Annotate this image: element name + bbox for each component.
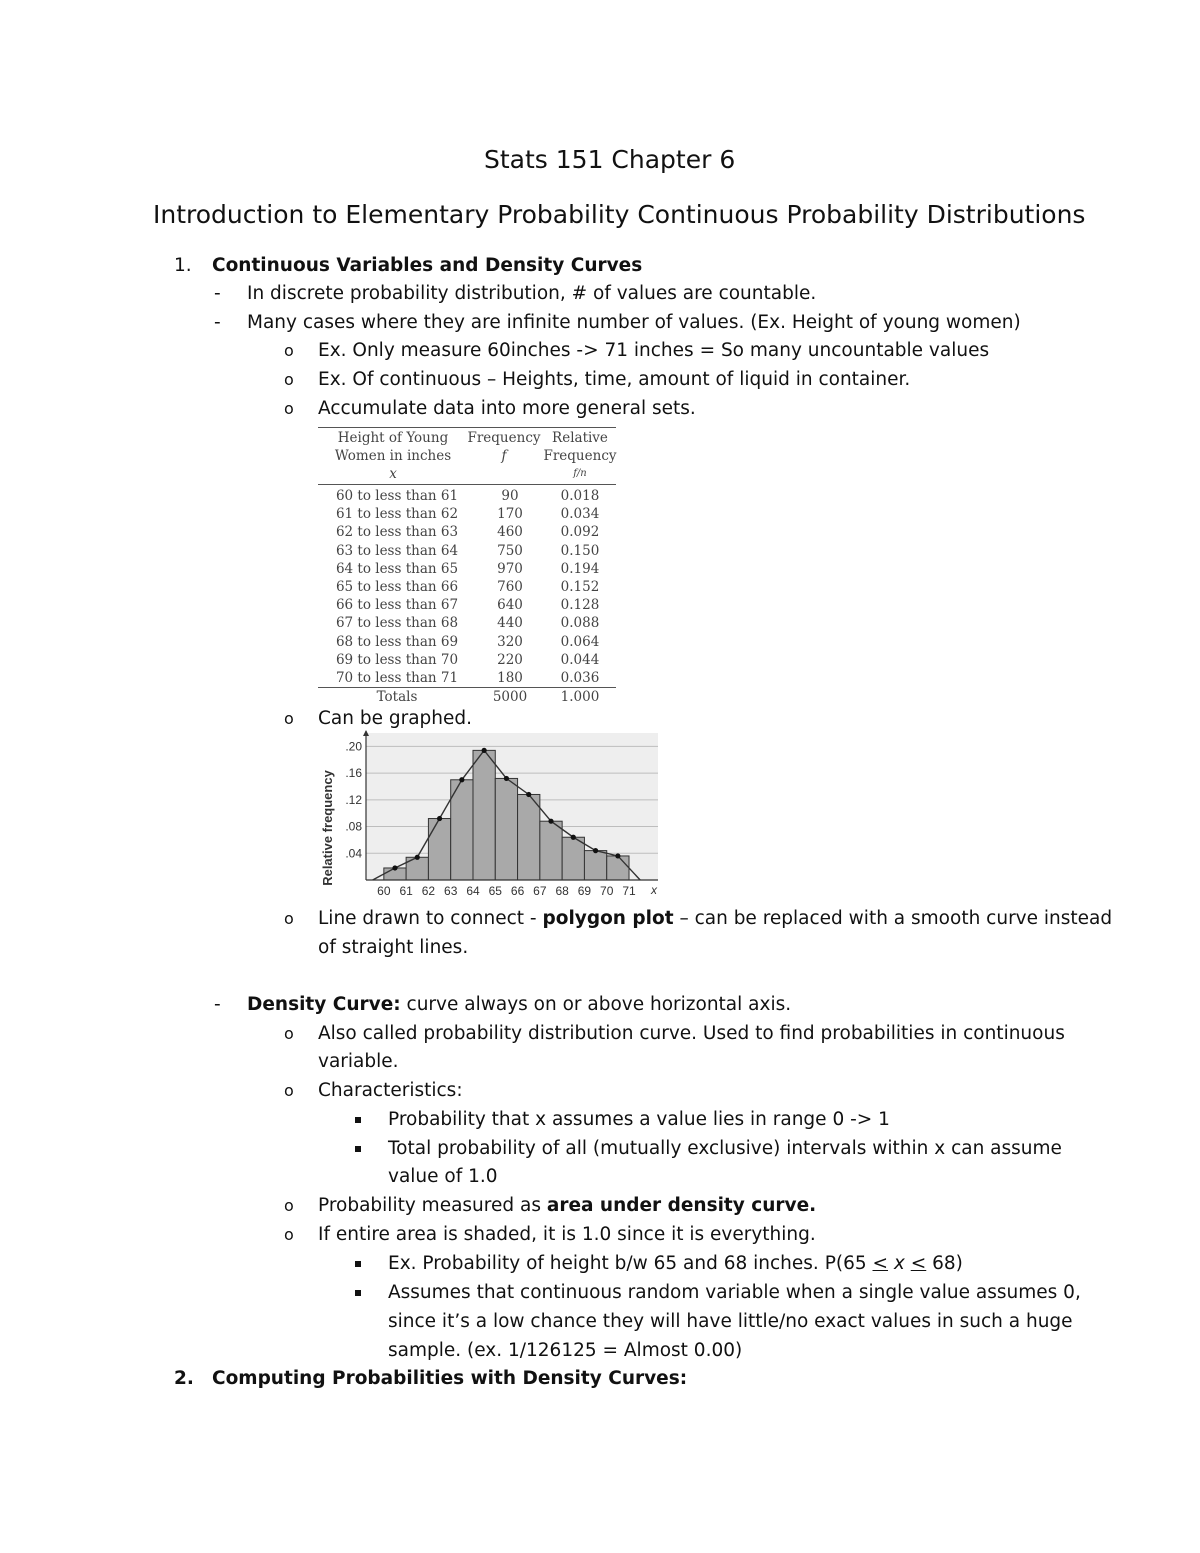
table-row <box>318 614 616 632</box>
section-2-heading: Computing Probabilities with Density Curves: <box>212 1368 688 1389</box>
circle-bullet: o <box>284 709 294 728</box>
circle-bullet: o <box>284 1024 294 1043</box>
circle-bullet: o <box>284 909 294 928</box>
height-range-cell: 67 to less than 68 <box>335 615 459 632</box>
table-row <box>318 669 616 687</box>
frequency-cell: 970 <box>497 560 523 577</box>
frequency-cell: 750 <box>497 542 523 559</box>
relative-frequency-cell: 0.088 <box>560 615 600 632</box>
circle-bullet: o <box>284 1225 294 1244</box>
frequency-cell: 460 <box>497 524 523 541</box>
x-tick-label: 64 <box>466 884 480 898</box>
relative-frequency-cell: 0.152 <box>560 578 600 595</box>
polygon-point <box>526 792 531 797</box>
relative-frequency-cell: 0.044 <box>560 651 600 668</box>
height-range-cell: 68 to less than 69 <box>335 633 459 650</box>
dash-item-infinite: Many cases where they are infinite number of values. (Ex. Height of young women) <box>247 312 1021 333</box>
sub-item-continuous-examples: Ex. Of continuous – Heights, time, amount of liquid in container. <box>318 369 911 390</box>
frequency-cell: 170 <box>497 506 523 523</box>
frequency-cell: 220 <box>497 651 523 668</box>
polygon-point <box>392 865 397 870</box>
circle-bullet: o <box>284 1081 294 1100</box>
histogram-bar <box>540 821 562 880</box>
circle-bullet: o <box>284 399 294 418</box>
height-range-cell: 61 to less than 62 <box>335 506 459 523</box>
relative-frequency-cell: 0.034 <box>560 506 600 523</box>
polygon-point <box>437 816 442 821</box>
y-tick-label: .12 <box>345 792 362 807</box>
x-tick-label: 62 <box>421 884 436 898</box>
histogram-chart <box>316 728 676 900</box>
x-tick-label: 67 <box>533 884 547 898</box>
section-2-number: 2. <box>174 1368 194 1389</box>
x-tick-label: 66 <box>510 884 525 898</box>
section-1-heading: Continuous Variables and Density Curves <box>212 255 643 276</box>
y-axis-label: Relative frequency <box>320 770 335 886</box>
dash-bullet: - <box>214 283 221 304</box>
height-range-cell: 60 to less than 61 <box>335 488 459 504</box>
sub-sub-item-single-value-cont: since it’s a low chance they will have little/no exact values in such a huge <box>388 1311 1073 1332</box>
frequency-cell: 760 <box>497 578 523 595</box>
x-axis-label: x <box>651 883 657 897</box>
frequency-cell: 180 <box>497 669 523 686</box>
column-header-height: Height of Young Women in inches x <box>334 430 452 482</box>
relative-frequency-cell: 0.128 <box>560 597 600 614</box>
sub-item-measure: Ex. Only measure 60inches -> 71 inches = So many uncountable values <box>318 340 990 361</box>
circle-bullet: o <box>284 370 294 389</box>
polygon-point <box>593 848 598 853</box>
dash-item-density-curve: Density Curve: curve always on or above horizontal axis. <box>247 994 792 1015</box>
y-tick-label: .20 <box>345 739 362 754</box>
sub-sub-item-total-probability: Total probability of all (mutually exclusive) intervals within x can assume <box>388 1138 1062 1159</box>
sub-item-area: Probability measured as area under density curve. <box>318 1195 817 1216</box>
x-tick-label: 69 <box>577 884 592 898</box>
histogram-bar <box>607 856 629 880</box>
x-tick-label: 71 <box>622 884 636 898</box>
totals-frequency: 5000 <box>492 689 528 706</box>
dash-item-discrete: In discrete probability distribution, # of values are countable. <box>247 283 817 304</box>
sub-sub-item-single-value-cont2: sample. (ex. 1/126125 = Almost 0.00) <box>388 1340 743 1361</box>
page-title: Stats 151 Chapter 6 <box>484 145 736 174</box>
sub-item-also-called: Also called probability distribution curve. Used to find probabilities in continuous <box>318 1023 1065 1044</box>
histogram-bar <box>584 851 606 880</box>
square-bullet <box>355 1146 361 1152</box>
height-range-cell: 70 to less than 71 <box>335 669 459 686</box>
histogram-bar <box>428 819 450 880</box>
y-tick-label: .16 <box>345 766 362 781</box>
x-tick-label: 70 <box>600 884 614 898</box>
x-tick-label: 60 <box>377 884 391 898</box>
polygon-point <box>415 855 420 860</box>
sub-sub-item-range: Probability that x assumes a value lies in range 0 -> 1 <box>388 1109 890 1130</box>
table-row <box>318 523 616 541</box>
table-body <box>318 485 616 688</box>
circle-bullet: o <box>284 341 294 360</box>
dash-bullet: - <box>214 312 221 333</box>
sub-item-graphed: Can be graphed. <box>318 708 473 729</box>
page-subtitle: Introduction to Elementary Probability Continuous Probability Distributions <box>153 200 1086 229</box>
table-row <box>318 505 616 523</box>
polygon-point <box>615 853 620 858</box>
table-totals-row <box>318 688 616 706</box>
sub-item-polygon: Line drawn to connect - polygon plot – can be replaced with a smooth curve instead <box>318 908 1113 929</box>
height-range-cell: 63 to less than 64 <box>335 542 459 559</box>
sub-item-characteristics: Characteristics: <box>318 1080 463 1101</box>
table-row <box>318 487 616 505</box>
table-row <box>318 651 616 669</box>
x-tick-label: 65 <box>488 884 502 898</box>
frequency-table <box>318 427 616 706</box>
x-tick-label: 68 <box>555 884 569 898</box>
square-bullet <box>355 1117 361 1123</box>
height-range-cell: 69 to less than 70 <box>335 651 459 668</box>
frequency-cell: 440 <box>497 615 523 632</box>
height-range-cell: 65 to less than 66 <box>335 578 459 595</box>
height-range-cell: 66 to less than 67 <box>335 597 459 614</box>
square-bullet <box>355 1290 361 1296</box>
polygon-point <box>571 835 576 840</box>
relative-frequency-cell: 0.194 <box>560 560 600 577</box>
table-row <box>318 542 616 560</box>
sub-item-entire-area: If entire area is shaded, it is 1.0 since it is everything. <box>318 1224 816 1245</box>
totals-label: Totals <box>376 689 418 706</box>
sub-sub-item-total-probability-cont: value of 1.0 <box>388 1166 498 1187</box>
frequency-cell: 320 <box>497 633 523 650</box>
histogram-bar <box>451 780 473 880</box>
table-row <box>318 633 616 651</box>
x-tick-label: 61 <box>399 884 413 898</box>
histogram-bar <box>562 837 584 880</box>
sub-item-polygon-cont: of straight lines. <box>318 937 469 958</box>
table-row <box>318 560 616 578</box>
histogram-bar <box>518 794 540 880</box>
column-header-frequency: Frequency f <box>467 430 541 464</box>
y-tick-label: .04 <box>345 846 362 861</box>
sub-sub-item-single-value: Assumes that continuous random variable when a single value assumes 0, <box>388 1282 1081 1303</box>
x-tick-label: 63 <box>444 884 458 898</box>
frequency-cell: 640 <box>497 597 523 614</box>
sub-item-accumulate: Accumulate data into more general sets. <box>318 398 696 419</box>
height-range-cell: 62 to less than 63 <box>335 524 459 541</box>
y-tick-label: .08 <box>345 819 362 834</box>
circle-bullet: o <box>284 1196 294 1215</box>
height-range-cell: 64 to less than 65 <box>335 560 459 577</box>
relative-frequency-cell: 0.092 <box>560 524 600 541</box>
relative-frequency-cell: 0.036 <box>560 669 600 686</box>
histogram-bar <box>495 778 517 880</box>
sub-sub-item-height-example: Ex. Probability of height b/w 65 and 68 inches. P(65 < x < 68) <box>388 1253 963 1274</box>
column-header-relative-frequency: Relative Frequency f/n <box>543 430 617 479</box>
polygon-point <box>548 819 553 824</box>
dash-bullet: - <box>214 994 221 1015</box>
histogram-bar <box>473 750 495 880</box>
frequency-cell: 90 <box>501 488 519 504</box>
section-1-number: 1. <box>174 255 192 276</box>
polygon-point <box>504 776 509 781</box>
table-row <box>318 596 616 614</box>
relative-frequency-cell: 0.018 <box>560 488 600 504</box>
relative-frequency-cell: 0.064 <box>560 633 600 650</box>
polygon-point <box>459 777 464 782</box>
relative-frequency-cell: 0.150 <box>560 542 600 559</box>
square-bullet <box>355 1261 361 1267</box>
sub-item-also-called-cont: variable. <box>318 1051 399 1072</box>
table-row <box>318 578 616 596</box>
table-header <box>318 427 616 485</box>
polygon-point <box>482 748 487 753</box>
totals-relative-frequency: 1.000 <box>560 689 600 706</box>
